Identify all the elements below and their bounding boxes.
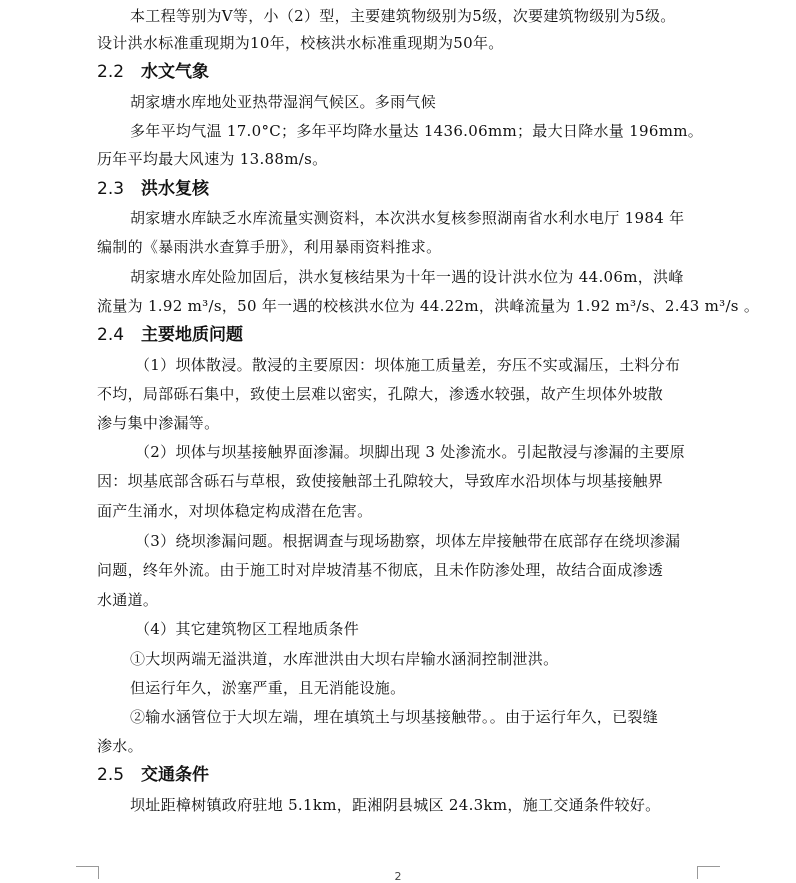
page-corner-mark-right (697, 866, 720, 879)
paragraph-line: 坝址距樟树镇政府驻地 5.1km，距湘阴县城区 24.3km，施工交通条件较好。 (130, 796, 661, 814)
paragraph-line: 面产生涌水，对坝体稳定构成潜在危害。 (97, 502, 373, 520)
section-number: 2.5 (97, 765, 125, 785)
paragraph-line: 问题，终年外流。由于施工时对岸坡清基不彻底，且未作防渗处理，故结合面成渗透 (97, 561, 664, 579)
section-title: 水文气象 (141, 62, 209, 82)
paragraph-line: 因：坝基底部含砾石与草根，致使接触部土孔隙较大，导致库水沿坝体与坝基接触界 (97, 472, 664, 490)
intro-line-1: 本工程等别为Ⅴ等，小（2）型，主要建筑物级别为5级，次要建筑物级别为5级。 (130, 7, 676, 25)
paragraph-line: 胡家塘水库缺乏水库流量实测资料，本次洪水复核参照湖南省水利水电厅 1984 年 (130, 209, 685, 227)
section-title: 主要地质问题 (141, 325, 243, 345)
paragraph-line: 水通道。 (97, 591, 159, 609)
section-heading-2-3 (97, 178, 209, 200)
paragraph-line: （2）坝体与坝基接触界面渗漏。坝脚出现 3 处渗流水。引起散浸与渗漏的主要原 (135, 443, 686, 461)
paragraph-line: （1）坝体散浸。散浸的主要原因：坝体施工质量差，夯压不实或漏压，土料分布 (135, 356, 681, 374)
page-number: 2 (394, 870, 402, 883)
section-number: 2.2 (97, 62, 125, 82)
section-heading-2-5 (97, 764, 209, 786)
section-heading-2-4 (97, 324, 243, 346)
paragraph-line: 渗与集中渗漏等。 (97, 414, 220, 432)
paragraph-line: （3）绕坝渗漏问题。根据调查与现场勘察，坝体左岸接触带在底部存在绕坝渗漏 (135, 532, 681, 550)
paragraph-line: 编制的《暴雨洪水查算手册》，利用暴雨资料推求。 (97, 238, 442, 256)
section-number: 2.4 (97, 325, 125, 345)
paragraph-line: 流量为 1.92 m³/s，50 年一遇的校核洪水位为 44.22m，洪峰流量为 1.92 m³/s、2.43 m³/s 。 (97, 297, 760, 315)
paragraph-line: 胡家塘水库处险加固后，洪水复核结果为十年一遇的设计洪水位为 44.06m，洪峰 (130, 268, 684, 286)
paragraph-line: 但运行年久，淤塞严重，且无消能设施。 (130, 679, 406, 697)
paragraph-line: ①大坝两端无溢洪道，水库泄洪由大坝右岸输水涵洞控制泄洪。 (130, 650, 559, 668)
paragraph-line: 不均，局部砾石集中，致使土层难以密实，孔隙大，渗透水较强，故产生坝体外坡散 (97, 385, 664, 403)
section-heading-2-2 (97, 61, 209, 83)
paragraph-line: ②输水涵管位于大坝左端，埋在填筑土与坝基接触带。。由于运行年久，已裂缝 (130, 708, 659, 726)
paragraph-line: 胡家塘水库地处亚热带湿润气候区。多雨气候 (130, 93, 437, 111)
paragraph-line: 历年平均最大风速为 13.88m/s。 (97, 150, 328, 168)
paragraph-line: （4）其它建筑物区工程地质条件 (135, 620, 360, 638)
section-title: 交通条件 (141, 765, 209, 785)
intro-line-2: 设计洪水标准重现期为10年，校核洪水标准重现期为50年。 (97, 34, 504, 52)
page-corner-mark-left (76, 866, 99, 879)
paragraph-line: 多年平均气温 17.0°C；多年平均降水量达 1436.06mm；最大日降水量 196mm。 (130, 122, 704, 140)
paragraph-line: 渗水。 (97, 737, 143, 755)
section-number: 2.3 (97, 179, 125, 199)
section-title: 洪水复核 (141, 179, 209, 199)
